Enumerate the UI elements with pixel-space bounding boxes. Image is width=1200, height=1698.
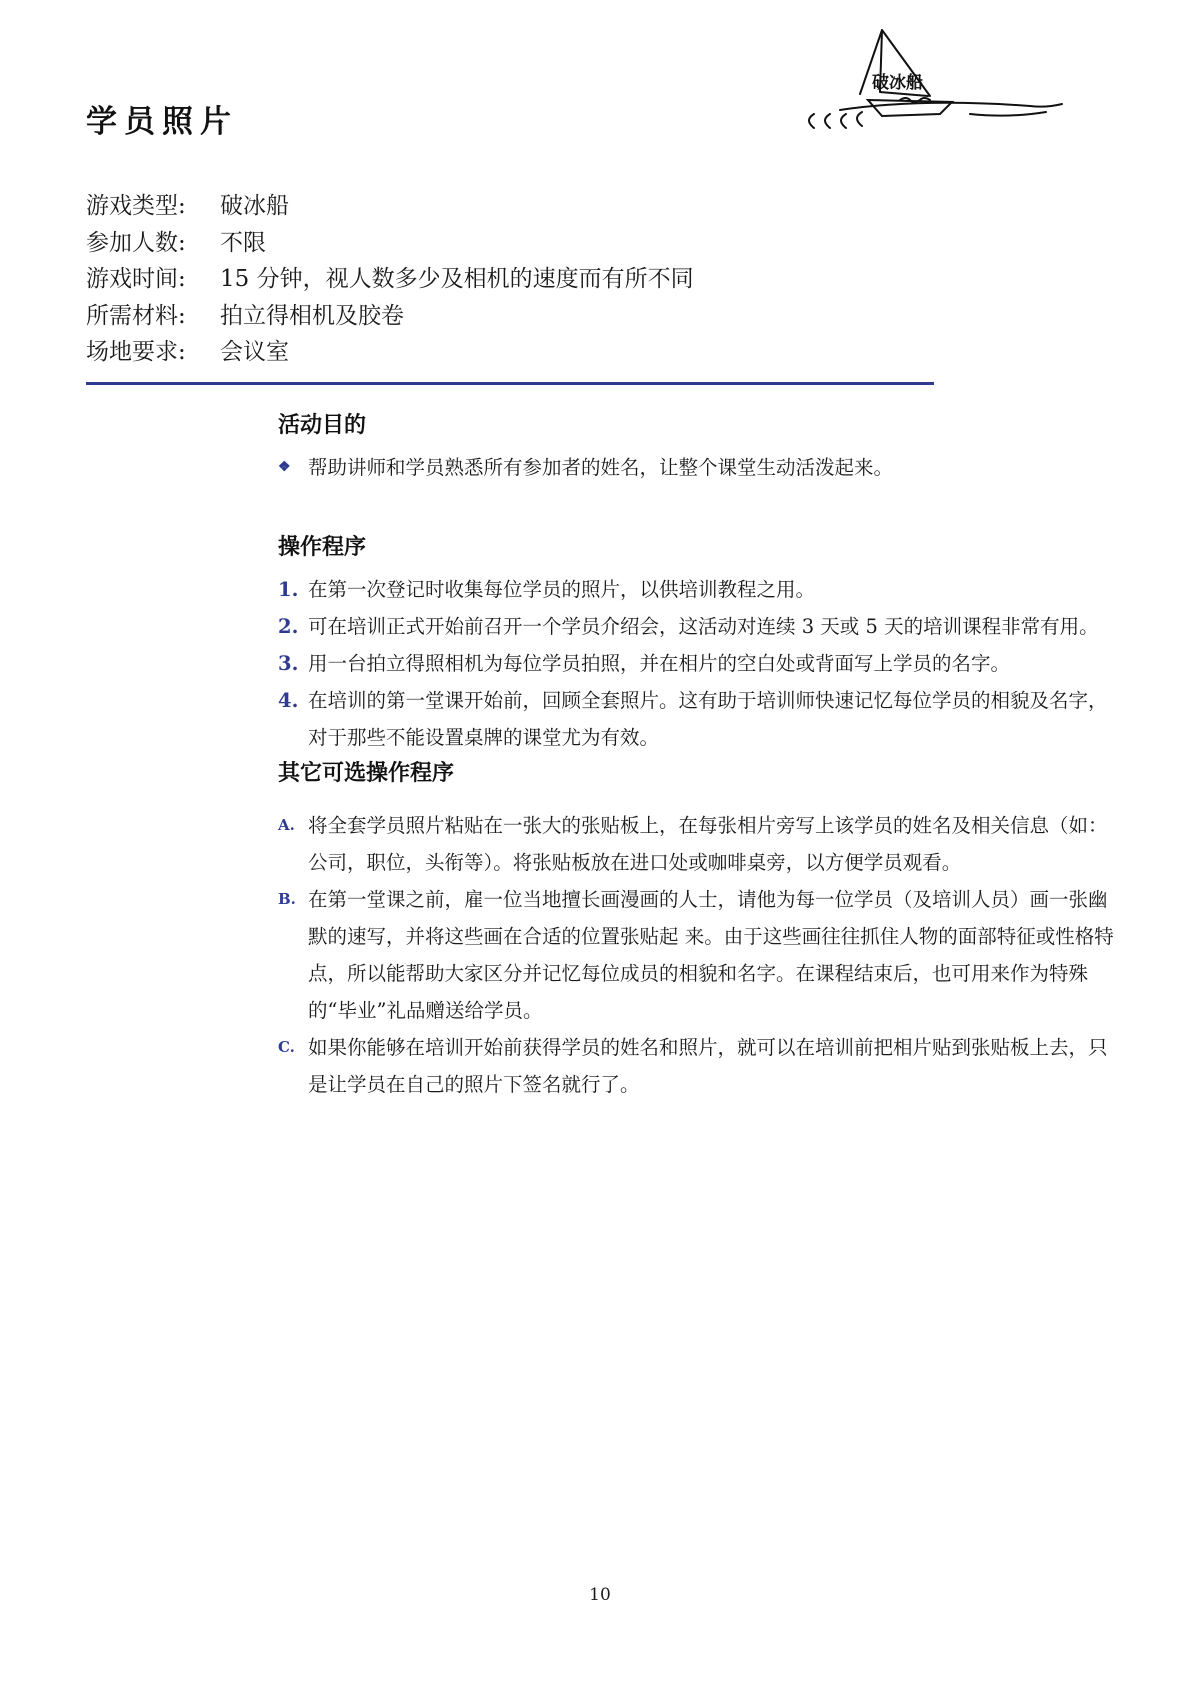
meta-label: 所需材料: bbox=[86, 302, 186, 329]
logo-text: 破冰船 bbox=[872, 73, 923, 93]
section-divider bbox=[86, 382, 934, 385]
procedure-heading: 操作程序 bbox=[278, 535, 367, 560]
item-letter: C. bbox=[278, 1038, 295, 1056]
alternative-text: 如果你能够在培训开始前获得学员的姓名和照片，就可以在培训前把相片贴到张贴板上去，只是让学员在自己的照片下签名就行了。 bbox=[308, 1036, 1108, 1096]
game-meta bbox=[86, 188, 694, 371]
meta-value: 不限 bbox=[220, 229, 266, 256]
meta-row-participants bbox=[86, 225, 694, 262]
procedure-step bbox=[278, 645, 1120, 682]
page-number: 10 bbox=[589, 1585, 611, 1605]
meta-label: 游戏类型: bbox=[86, 193, 186, 219]
purpose-heading: 活动目的 bbox=[278, 413, 367, 438]
meta-row-time bbox=[86, 261, 694, 298]
page-title: 学员照片 bbox=[86, 104, 238, 140]
meta-value: 15 分钟，视人数多少及相机的速度而有所不同 bbox=[220, 266, 694, 292]
step-number: 1. bbox=[278, 578, 299, 601]
meta-value: 破冰船 bbox=[220, 193, 289, 219]
step-text: 在培训的第一堂课开始前，回顾全套照片。这有助于培训师快速记忆每位学员的相貌及名字，对于那些不能设置桌牌的课堂尤为有效。 bbox=[308, 689, 1108, 749]
alternative-item bbox=[278, 807, 1120, 881]
item-letter: B. bbox=[278, 890, 296, 908]
procedure-section bbox=[278, 530, 1120, 756]
procedure-step bbox=[278, 682, 1120, 756]
step-text: 用一台拍立得照相机为每位学员拍照，并在相片的空白处或背面写上学员的名字。 bbox=[308, 652, 1011, 675]
procedure-step bbox=[278, 608, 1120, 645]
step-number: 2. bbox=[278, 615, 299, 638]
step-number: 3. bbox=[278, 652, 299, 675]
meta-value: 会议室 bbox=[220, 339, 289, 365]
purpose-text: 帮助讲师和学员熟悉所有参加者的姓名，让整个课堂生动活泼起来。 bbox=[308, 456, 894, 479]
meta-row-materials bbox=[86, 298, 694, 335]
sailboat-logo bbox=[800, 22, 1068, 152]
meta-value: 拍立得相机及胶卷 bbox=[220, 302, 404, 329]
alternative-item bbox=[278, 881, 1120, 1029]
alternative-text: 在第一堂课之前，雇一位当地擅长画漫画的人士，请他为每一位学员（及培训人员）画一张幽默的速写，并将这些画在合适的位置张贴起 来。由于这些画往往抓住人物的面部特征或性格特点，所以能帮助大家区分并记忆每位成员的相貌和名字。在课程结束后，也可用来作为特殊的“毕业”礼品赠送给学员。 bbox=[308, 888, 1114, 1022]
purpose-section bbox=[278, 408, 1120, 486]
alternatives-section bbox=[278, 756, 1120, 1103]
alternatives-heading: 其它可选操作程序 bbox=[278, 761, 455, 786]
alternative-item bbox=[278, 1029, 1120, 1103]
meta-label: 参加人数: bbox=[86, 229, 186, 256]
meta-label: 游戏时间: bbox=[86, 266, 186, 292]
step-text: 可在培训正式开始前召开一个学员介绍会，这活动对连续 3 天或 5 天的培训课程非常有用。 bbox=[308, 615, 1099, 638]
meta-label: 场地要求: bbox=[86, 339, 186, 365]
purpose-item bbox=[278, 449, 1120, 486]
meta-row-type bbox=[86, 188, 694, 225]
diamond-bullet-icon: ❖ bbox=[278, 459, 291, 475]
item-letter: A. bbox=[278, 816, 295, 834]
step-text: 在第一次登记时收集每位学员的照片，以供培训教程之用。 bbox=[308, 578, 816, 601]
alternative-text: 将全套学员照片粘贴在一张大的张贴板上，在每张相片旁写上该学员的姓名及相关信息（如：公司，职位，头衔等）。将张贴板放在进口处或咖啡桌旁，以方便学员观看。 bbox=[308, 814, 1108, 874]
main-content bbox=[278, 408, 1120, 1103]
procedure-step bbox=[278, 571, 1120, 608]
meta-row-venue bbox=[86, 334, 694, 371]
step-number: 4. bbox=[278, 689, 299, 712]
